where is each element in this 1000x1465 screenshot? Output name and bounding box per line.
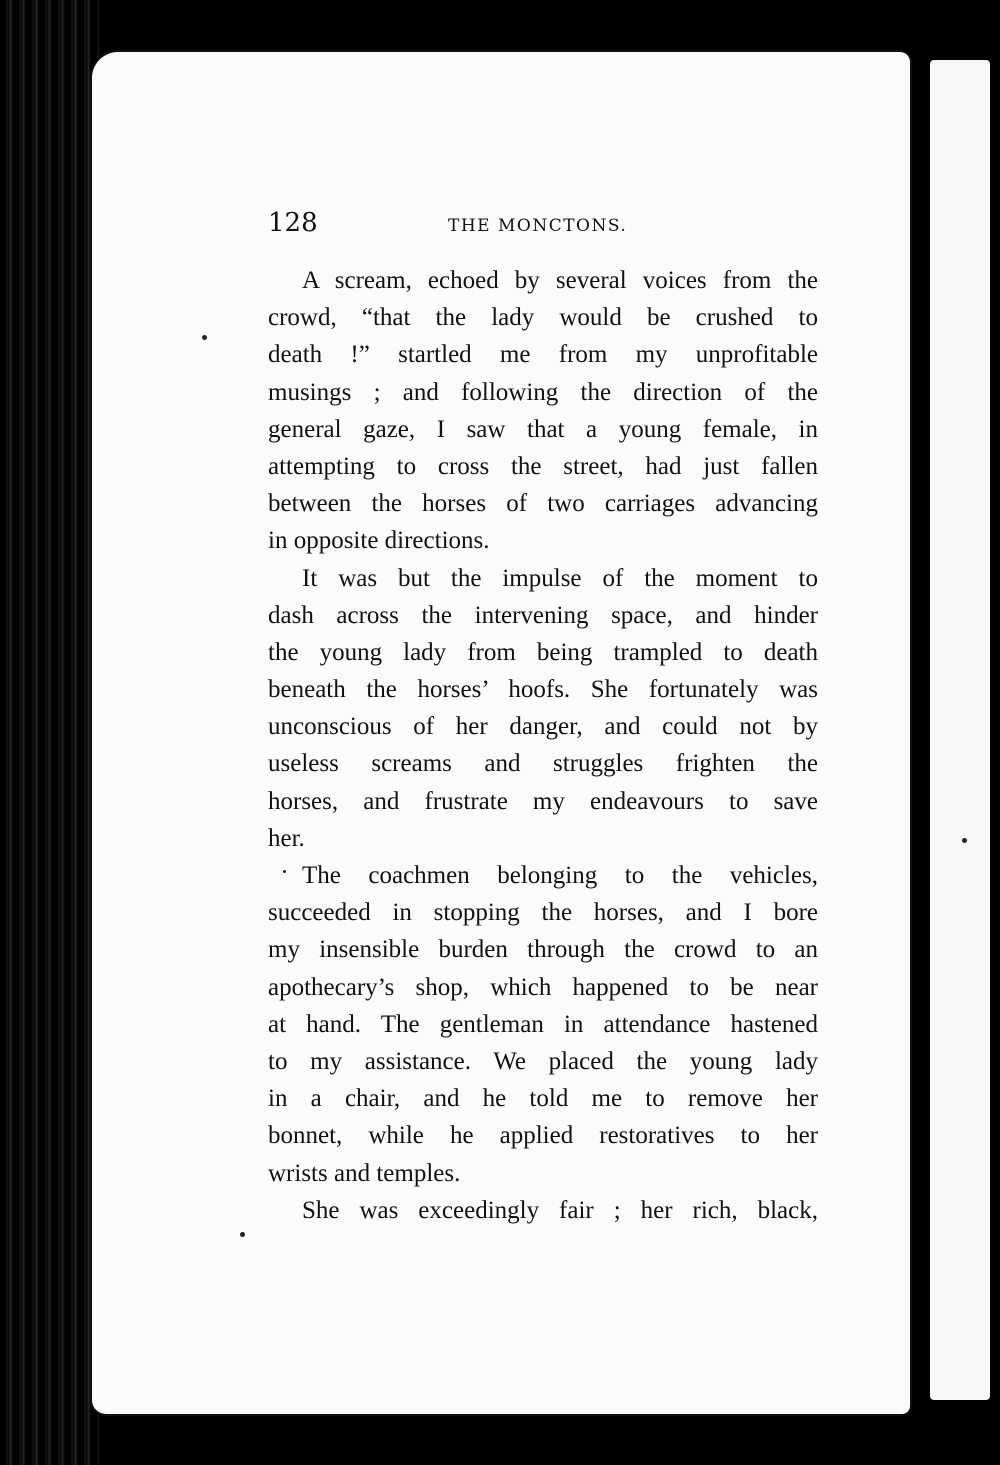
- text-line: the young lady from being trampled to death: [268, 638, 818, 666]
- book-binding-edge: [0, 0, 100, 1465]
- page-header: [268, 208, 818, 244]
- page-number: 128: [268, 208, 318, 238]
- text-line: general gaze, I saw that a young female, in: [268, 415, 818, 443]
- text-line: horses, and frustrate my endeavours to save: [268, 787, 818, 815]
- scan-speck: [962, 838, 967, 843]
- paragraph-2: [268, 560, 818, 858]
- text-line: in opposite directions.: [268, 527, 490, 555]
- text-line: death !” startled me from my unprofitable: [268, 341, 818, 369]
- text-line: She was exceedingly fair ; her rich, black,: [302, 1196, 818, 1224]
- text-line: to my assistance. We placed the young lady: [268, 1047, 818, 1075]
- body-text: [268, 262, 818, 1229]
- text-line: between the horses of two carriages advancing: [268, 490, 818, 518]
- next-page-edge: [930, 60, 990, 1400]
- text-line: musings ; and following the direction of the: [268, 378, 818, 406]
- text-line: apothecary’s shop, which happened to be near: [268, 973, 818, 1001]
- text-line: unconscious of her danger, and could not by: [268, 713, 818, 741]
- text-line: wrists and temples.: [268, 1159, 461, 1187]
- scan-speck: [202, 335, 207, 340]
- text-line: succeeded in stopping the horses, and I bore: [268, 899, 818, 927]
- text-line: my insensible burden through the crowd to an: [268, 936, 818, 964]
- text-line: crowd, “that the lady would be crushed to: [268, 304, 818, 332]
- text-line: It was but the impulse of the moment to: [302, 564, 818, 592]
- text-line: her.: [268, 824, 305, 852]
- paragraph-3: [268, 857, 818, 1192]
- text-line: useless screams and struggles frighten the: [268, 750, 818, 778]
- text-line: beneath the horses’ hoofs. She fortunately was: [268, 676, 818, 704]
- text-line: The coachmen belonging to the vehicles,: [302, 862, 818, 889]
- scan-speck: [283, 870, 286, 873]
- text-line: in a chair, and he told me to remove her: [268, 1085, 818, 1113]
- text-line: at hand. The gentleman in attendance hastened: [268, 1010, 818, 1038]
- text-line: bonnet, while he applied restoratives to her: [268, 1122, 818, 1150]
- text-line: A scream, echoed by several voices from the: [302, 267, 818, 294]
- running-title: THE MONCTONS.: [448, 216, 628, 236]
- scan-speck: [240, 1232, 245, 1237]
- paragraph-1: [268, 262, 818, 560]
- text-line: dash across the intervening space, and hinder: [268, 601, 818, 629]
- paragraph-4: [268, 1192, 818, 1229]
- text-line: attempting to cross the street, had just fallen: [268, 452, 818, 480]
